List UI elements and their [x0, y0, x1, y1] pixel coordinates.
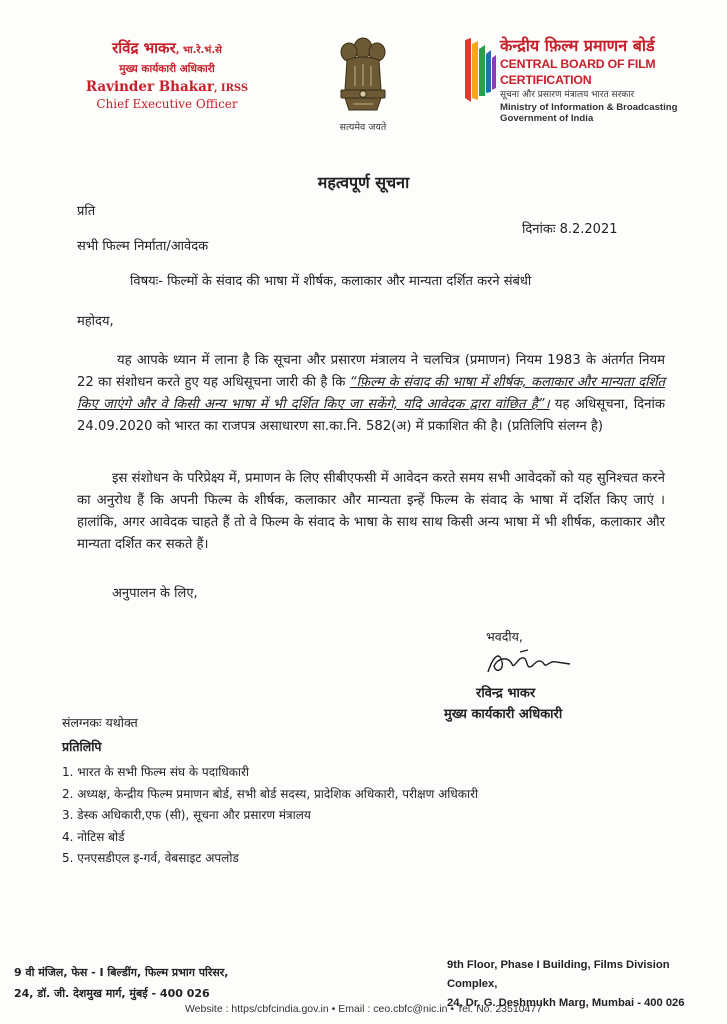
recipient: सभी फिल्म निर्माता/आवेदक: [77, 239, 209, 254]
officer-block: [72, 38, 262, 112]
officer-title-english: Chief Executive Officer: [96, 97, 238, 111]
org-block: [500, 36, 725, 124]
ashoka-emblem-icon: [333, 30, 393, 116]
compliance-line: अनुपालन के लिए,: [112, 586, 198, 601]
cbfc-logo-icon: [461, 36, 497, 104]
list-item: 2. अध्यक्ष, केन्द्रीय फिल्म प्रमाणन बोर्ड, सभी बोर्ड सदस्य, प्रादेशिक अधिकारी, परीक्षण अधिकारी: [62, 786, 479, 801]
handwritten-signature-icon: [484, 648, 574, 680]
cbfc-logo: [461, 36, 497, 104]
enclosure-line: संलग्नकः यथोक्त: [62, 715, 138, 730]
subject-line: विषयः- फिल्मों के संवाद की भाषा में शीर्षक, कलाकार और मान्यता दर्शित करने संबंधी: [130, 274, 532, 289]
signer-name: रविन्द्र भाकर: [476, 686, 536, 701]
footer-address-hindi: [14, 962, 228, 1004]
org-name-hindi: केन्द्रीय फ़िल्म प्रमाणन बोर्ड: [500, 36, 655, 55]
footer-address-hindi-line2: 24, डॉ. जी. देशमुख मार्ग, मुंबई - 400 026: [14, 987, 210, 1000]
officer-name-hindi: रविंद्र भाकर: [112, 39, 176, 57]
footer-address-hindi-line1: 9 वी मंजिल, फेस - I बिल्डींग, फिल्म प्रभाग परिसर,: [14, 966, 229, 979]
list-item: 3. डेस्क अधिकारी,एफ (सी), सूचना और प्रसारण मंत्रालय: [62, 808, 311, 822]
prati-label: प्रति: [77, 204, 96, 219]
footer-contact: Website : https/cbfcindia.gov.in • Email : ceo.cbfc@nic.in • Tel. No. 23510477: [184, 1003, 543, 1015]
ministry-hindi: सूचना और प्रसारण मंत्रालय भारत सरकार: [500, 90, 635, 100]
paragraph-2: [77, 468, 665, 556]
org-name-english: CENTRAL BOARD OF FILM CERTIFICATION: [500, 57, 656, 87]
officer-service-hindi: , भा.रे.भं.से: [175, 45, 222, 56]
list-item: 5. एनएसडीएल इ-गर्व, वेबसाइट अपलोड: [62, 851, 239, 865]
paragraph-1: [77, 350, 665, 438]
salutation: महोदय,: [77, 314, 114, 329]
officer-title-hindi: मुख्य कार्यकारी अधिकारी: [119, 63, 215, 75]
national-emblem: [318, 30, 408, 133]
list-item: 4. नोटिस बोर्ड: [62, 829, 125, 844]
para1-quote: “फ़िल्म के संवाद की भाषा में शीर्षक, कलाकार और मान्यता दर्शित किए जाएंगे और वे किसी अन्य भाषा में भी दर्शित किए जा सकेंगे, यदि आवेदक द्वारा वांछित है”।: [77, 375, 666, 412]
officer-service-english: , IRSS: [213, 83, 249, 94]
footer-address-english-line2: 24, Dr. G. Deshmukh Marg, Mumbai - 400 026: [447, 997, 685, 1009]
officer-name-english: Ravinder Bhakar: [85, 79, 214, 95]
copy-list: [62, 762, 622, 870]
signer-title: मुख्य कार्यकारी अधिकारी: [444, 707, 563, 722]
para1-text-b: यह अधिसूचना, दिनांक 24.09.2020 को भारत का राजपत्र असाधारण सा.का.नि. 582(अ) में प्रकाशित की है। (प्रतिलिपि संलग्न है): [77, 397, 666, 434]
para1-text-a: यह आपके ध्यान में लाना है कि सूचना और प्रसारण मंत्रालय ने चलचित्र (प्रमाणन) नियम 1983 के अंतर्गत नियम 22 का संशोधन करते हुए यह अधिसूचना जारी की है कि: [77, 353, 665, 390]
para2-text: इस संशोधन के परिप्रेक्ष्य में, प्रमाणन के लिए सीबीएफसी में आवेदन करते समय सभी आवेदकों को यह सुनिश्चत करने का अनुरोध हैं कि अपनी फिल्म के शीर्षक, कलाकार और मान्यता इन्हें फिल्म के संवाद के भाषा में दर्शित किए जाएं । हालांकि, अगर आवेदक चाहते हैं तो वे फिल्म के संवाद के भाषा के साथ साथ किसी अन्य भाषा में भी शीर्षक, कलाकार और मान्यता दर्शित कर सकते हैं।: [77, 471, 665, 552]
footer-address-english-line1: 9th Floor, Phase I Building, Films Division Complex,: [447, 959, 670, 990]
list-item: 1. भारत के सभी फिल्म संघ के पदाधिकारी: [62, 765, 250, 779]
letter-date: दिनांकः 8.2.2021: [522, 222, 618, 237]
ministry-english-line1: Ministry of Information & Broadcasting: [500, 102, 678, 113]
emblem-motto: सत्यमेव जयते: [339, 122, 387, 133]
copy-heading: प्रतिलिपि: [62, 739, 102, 754]
notice-title: महत्वपूर्ण सूचना: [317, 173, 410, 192]
signature: [484, 648, 574, 680]
closing: भवदीय,: [486, 629, 523, 644]
ministry-english-line2: Government of India: [500, 113, 594, 124]
